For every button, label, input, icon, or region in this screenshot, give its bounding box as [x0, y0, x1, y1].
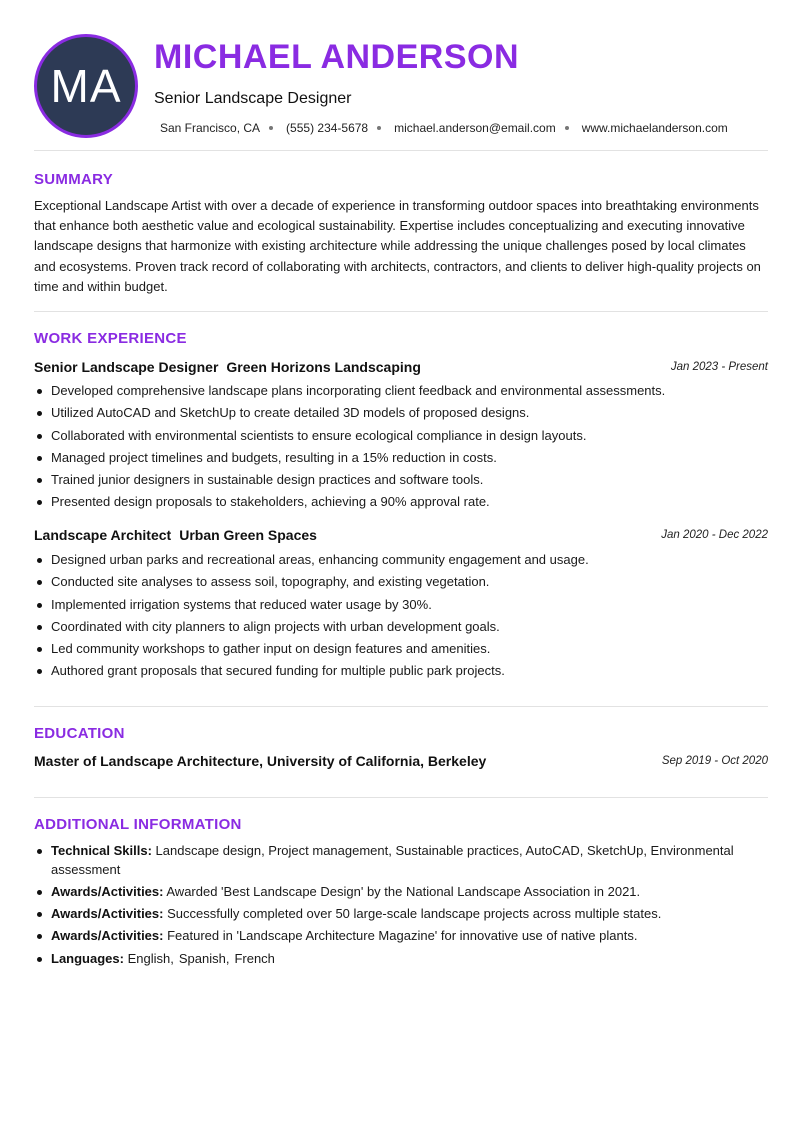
job-company: Green Horizons Landscaping: [226, 359, 421, 375]
avatar-initials: MA: [50, 60, 122, 112]
divider: [34, 150, 768, 151]
experience-heading: WORK EXPERIENCE: [34, 330, 187, 347]
education-heading: EDUCATION: [34, 725, 125, 742]
contact-location: San Francisco, CA: [160, 121, 261, 135]
dot-separator-icon: [565, 126, 569, 130]
job-title-line: [34, 527, 317, 543]
list-item: Coordinated with city planners to align projects with urban development goals.: [34, 616, 768, 638]
contact-email[interactable]: michael.anderson@email.com: [394, 121, 556, 135]
item-text: Successfully completed over 50 large-scale landscape projects across multiple states.: [167, 906, 662, 922]
item-label: Technical Skills:: [51, 843, 152, 858]
list-item: [34, 842, 768, 879]
list-item: Managed project timelines and budgets, resulting in a 15% reduction in costs.: [34, 447, 768, 469]
list-item: Conducted site analyses to assess soil, topography, and existing vegetation.: [34, 571, 768, 593]
list-item: Utilized AutoCAD and SketchUp to create detailed 3D models of proposed designs.: [34, 402, 768, 424]
list-item: Authored grant proposals that secured funding for multiple public park projects.: [34, 660, 768, 682]
summary-text: Exceptional Landscape Artist with over a decade of experience in transforming outdoor spaces into breathtaking environments that enhance both aesthetic value and ecological sustainability. Expertise includes conceptualizing and executing innovative landscape designs that harmonize with existing architecture while addressing the unique challenges posed by local climates and ecosystems. Proven track record of collaborating with architects, contractors, and clients to deliver high-quality projects on time and within budget.: [34, 198, 761, 294]
list-item: Trained junior designers in sustainable design practices and software tools.: [34, 469, 768, 491]
list-item: Designed urban parks and recreational areas, enhancing community engagement and usage.: [34, 549, 768, 571]
list-item: Presented design proposals to stakeholders, achieving a 90% approval rate.: [34, 491, 768, 513]
education-entry: [34, 753, 768, 771]
job-dates: Jan 2023 - Present: [670, 361, 768, 373]
item-label: Awards/Activities:: [51, 928, 164, 944]
list-item: Collaborated with environmental scientists to ensure ecological compliance in design layouts.: [34, 425, 768, 447]
divider: [34, 706, 768, 707]
item-label: Languages:: [51, 950, 124, 966]
additional-list: [34, 842, 768, 972]
languages-item: [34, 950, 768, 969]
job-role: Landscape Architect: [34, 527, 172, 543]
job-company: Urban Green Spaces: [179, 527, 317, 543]
job-bullets: [34, 380, 768, 514]
divider: [34, 797, 768, 798]
language: French: [234, 950, 275, 966]
language: English,: [127, 950, 174, 966]
summary-heading: SUMMARY: [34, 171, 114, 188]
candidate-title: Senior Landscape Designer: [154, 90, 352, 107]
dot-separator-icon: [269, 126, 273, 130]
job-dates: Jan 2020 - Dec 2022: [661, 529, 768, 541]
dot-separator-icon: [377, 126, 381, 130]
list-item: [34, 905, 768, 924]
item-text: Awarded 'Best Landscape Design' by the National Landscape Association in 2021.: [166, 883, 641, 899]
list-item: Implemented irrigation systems that reduced water usage by 30%.: [34, 594, 768, 616]
item-text: Landscape design, Project management, Sustainable practices, AutoCAD, SketchUp, Environmental assessment: [51, 843, 734, 877]
divider: [34, 311, 768, 312]
additional-heading: ADDITIONAL INFORMATION: [34, 816, 242, 833]
avatar: [34, 34, 138, 138]
job-title-line: [34, 359, 421, 375]
job-header: [34, 359, 768, 377]
education-dates: Sep 2019 - Oct 2020: [661, 755, 768, 767]
item-label: Awards/Activities:: [51, 906, 164, 922]
list-item: Developed comprehensive landscape plans incorporating client feedback and environmental assessments.: [34, 380, 768, 402]
contact-phone: (555) 234-5678: [286, 121, 369, 135]
job-header: [34, 527, 768, 545]
item-label: Awards/Activities:: [51, 883, 164, 899]
job-bullets: [34, 549, 768, 683]
contact-website[interactable]: www.michaelanderson.com: [581, 121, 728, 135]
resume-header: [34, 34, 768, 138]
list-item: [34, 883, 768, 902]
job-role: Senior Landscape Designer: [34, 359, 219, 375]
list-item: Led community workshops to gather input on design features and amenities.: [34, 638, 768, 660]
list-item: [34, 927, 768, 946]
item-text: Featured in 'Landscape Architecture Magazine' for innovative use of native plants.: [167, 928, 638, 944]
language: Spanish,: [178, 950, 230, 966]
education-degree: Master of Landscape Architecture, University of California, Berkeley: [34, 753, 487, 769]
candidate-name: MICHAEL ANDERSON: [154, 38, 520, 76]
contact-line: [160, 121, 728, 135]
